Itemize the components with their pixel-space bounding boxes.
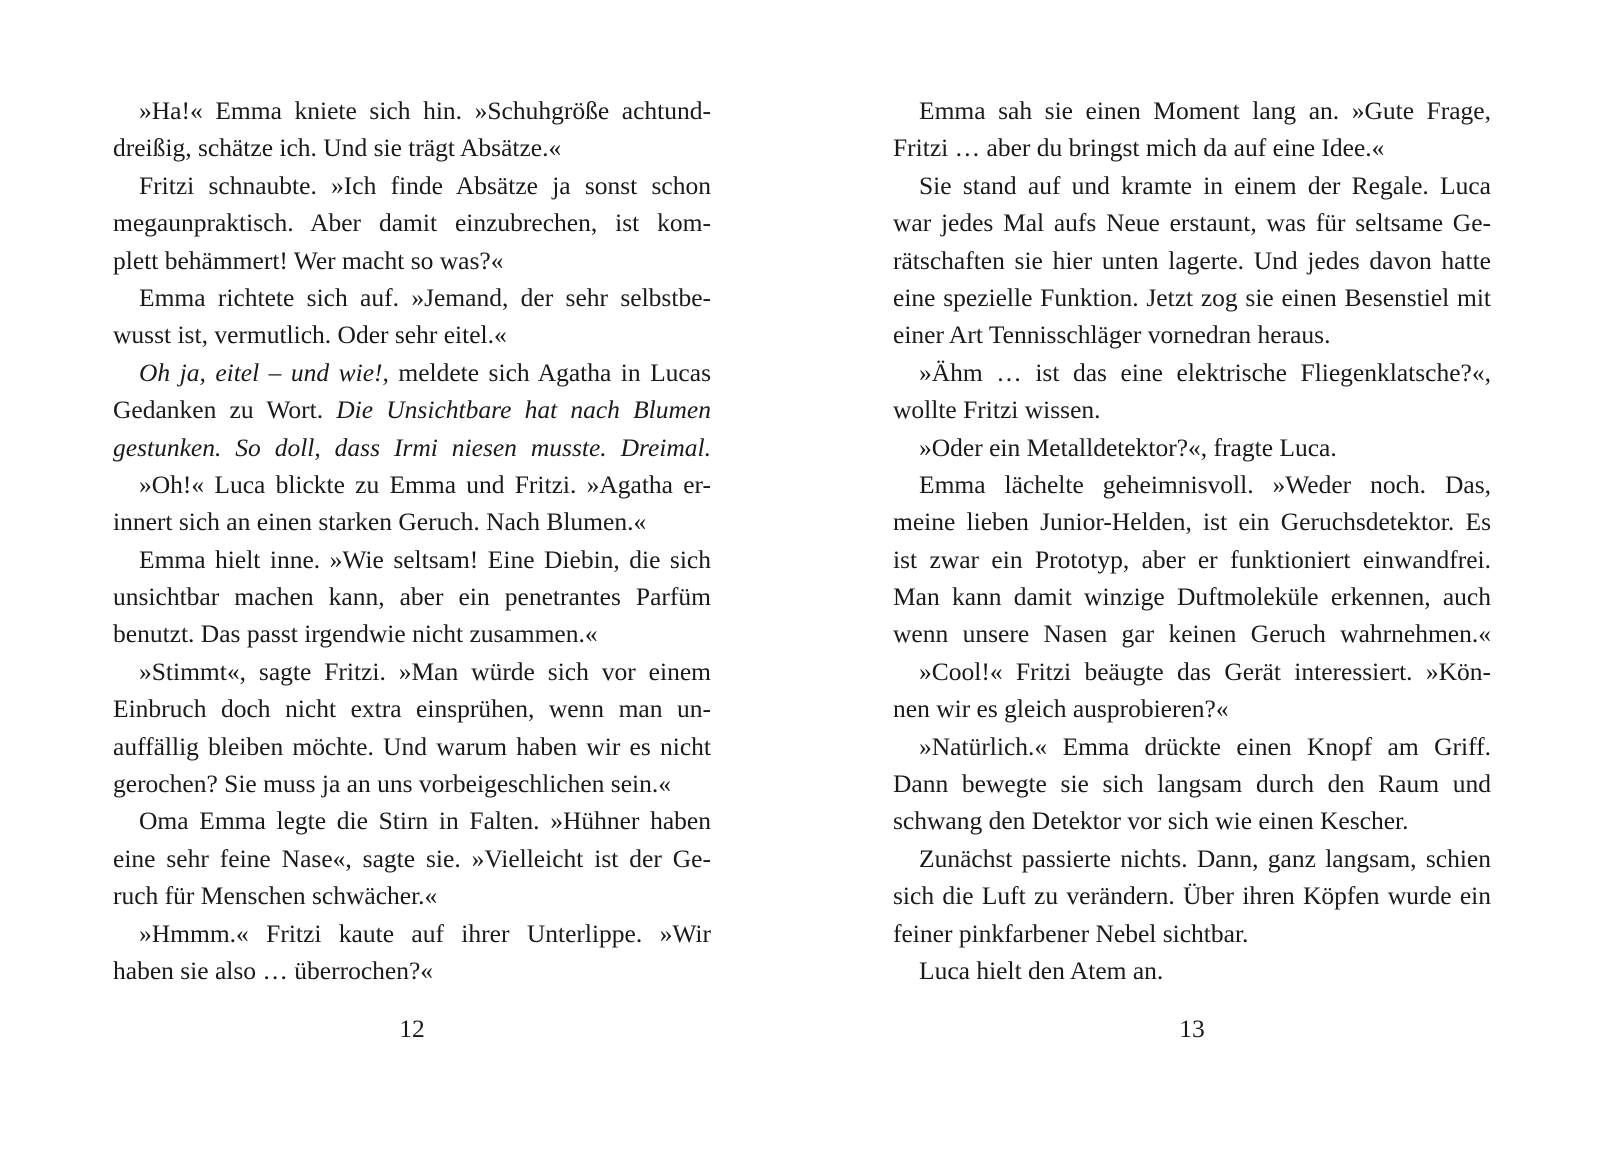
left-page-text xyxy=(113,92,711,989)
text-line: eine sehr feine Nase«, sagte sie. »Vielleicht ist der Ge- xyxy=(113,843,711,873)
text-line: unsichtbar machen kann, aber ein penetrantes Parfüm xyxy=(113,582,711,612)
text-line: war jedes Mal aufs Neue erstaunt, was für seltsame Ge- xyxy=(893,208,1491,238)
text-line: ruch für Menschen schwächer.« xyxy=(113,881,438,911)
text-line: haben sie also … überrochen?« xyxy=(113,955,434,985)
text-line: »Natürlich.« Emma drückte einen Knopf am Griff. xyxy=(919,731,1491,761)
text-line: schwang den Detektor vor sich wie einen Kescher. xyxy=(893,806,1409,836)
text-line: »Oh!« Luca blickte zu Emma und Fritzi. »Agatha er- xyxy=(139,469,711,499)
text-line: Fritzi … aber du bringst mich da auf eine Idee.« xyxy=(893,133,1385,163)
text-line: dreißig, schätze ich. Und sie trägt Absätze.« xyxy=(113,133,562,163)
text-line: Dann bewegte sie sich langsam durch den Raum und xyxy=(893,769,1491,799)
text-line: »Stimmt«, sagte Fritzi. »Man würde sich vor einem xyxy=(139,656,711,686)
text-line: wollte Fritzi wissen. xyxy=(893,395,1101,425)
right-page-number: 13 xyxy=(1179,1014,1205,1043)
text-line: Sie stand auf und kramte in einem der Regale. Luca xyxy=(919,170,1491,200)
text-line: sich die Luft zu verändern. Über ihren Köpfen wurde ein xyxy=(893,881,1491,911)
text-line: nen wir es gleich ausprobieren?« xyxy=(893,694,1229,724)
text-line: Einbruch doch nicht extra einsprühen, wenn man un- xyxy=(113,694,711,724)
text-line: Emma lächelte geheimnisvoll. »Weder noch. Das, xyxy=(919,469,1491,499)
text-line: plett behämmert! Wer macht so was?« xyxy=(113,245,504,275)
line-text: meldete sich Agatha in Lucas xyxy=(388,357,711,387)
text-line: »Cool!« Fritzi beäugte das Gerät interessiert. »Kön- xyxy=(919,656,1491,686)
line-text: Gedanken zu Wort. xyxy=(113,395,337,425)
text-line: »Ähm … ist das eine elektrische Fliegenklatsche?«, xyxy=(919,357,1491,387)
text-line: Man kann damit winzige Duftmoleküle erkennen, auch xyxy=(893,582,1491,612)
text-line: Zunächst passierte nichts. Dann, ganz langsam, schien xyxy=(919,843,1491,873)
text-line: »Oder ein Metalldetektor?«, fragte Luca. xyxy=(919,432,1337,462)
right-page xyxy=(893,92,1491,1092)
text-line: Oma Emma legte die Stirn in Falten. »Hühner haben xyxy=(139,806,711,836)
text-line: gestunken. So doll, dass Irmi niesen musste. Dreimal. xyxy=(113,432,711,462)
text-line: wusst ist, vermutlich. Oder sehr eitel.« xyxy=(113,320,507,350)
text-line: Luca hielt den Atem an. xyxy=(919,955,1164,985)
right-page-text xyxy=(893,92,1491,989)
text-line xyxy=(113,354,711,391)
text-line: Emma richtete sich auf. »Jemand, der sehr selbstbe- xyxy=(139,282,711,312)
italic-thought-text: Oh ja, eitel – und wie!, xyxy=(139,357,389,387)
text-line: ist zwar ein Prototyp, aber er funktioniert einwandfrei. xyxy=(893,544,1491,574)
text-line: benutzt. Das passt irgendwie nicht zusammen.« xyxy=(113,619,598,649)
text-line: megaunpraktisch. Aber damit einzubrechen, ist kom- xyxy=(113,208,711,238)
left-page-number: 12 xyxy=(399,1014,425,1043)
text-line: wenn unsere Nasen gar keinen Geruch wahrnehmen.« xyxy=(893,619,1491,649)
italic-thought-text: Die Unsichtbare hat nach Blumen xyxy=(336,395,711,425)
text-line: »Hmmm.« Fritzi kaute auf ihrer Unterlippe. »Wir xyxy=(139,918,711,948)
text-line: Fritzi schnaubte. »Ich finde Absätze ja sonst schon xyxy=(139,170,711,200)
text-line: feiner pinkfarbener Nebel sichtbar. xyxy=(893,918,1249,948)
text-line: Emma hielt inne. »Wie seltsam! Eine Diebin, die sich xyxy=(139,544,711,574)
text-line: meine lieben Junior-Helden, ist ein Geruchsdetektor. Es xyxy=(893,507,1491,537)
text-line xyxy=(113,391,711,428)
text-line: rätschaften sie hier unten lagerte. Und jedes davon hatte xyxy=(893,245,1491,275)
text-line: innert sich an einen starken Geruch. Nach Blumen.« xyxy=(113,507,647,537)
text-line: gerochen? Sie muss ja an uns vorbeigeschlichen sein.« xyxy=(113,769,672,799)
left-page xyxy=(113,92,711,1092)
text-line: »Ha!« Emma kniete sich hin. »Schuhgröße achtund- xyxy=(139,96,711,125)
text-line: Emma sah sie einen Moment lang an. »Gute Frage, xyxy=(919,96,1491,125)
text-line: eine spezielle Funktion. Jetzt zog sie einen Besenstiel mit xyxy=(893,282,1491,312)
text-line: einer Art Tennisschläger vornedran heraus. xyxy=(893,320,1331,350)
text-line: auffällig bleiben möchte. Und warum haben wir es nicht xyxy=(113,731,711,761)
